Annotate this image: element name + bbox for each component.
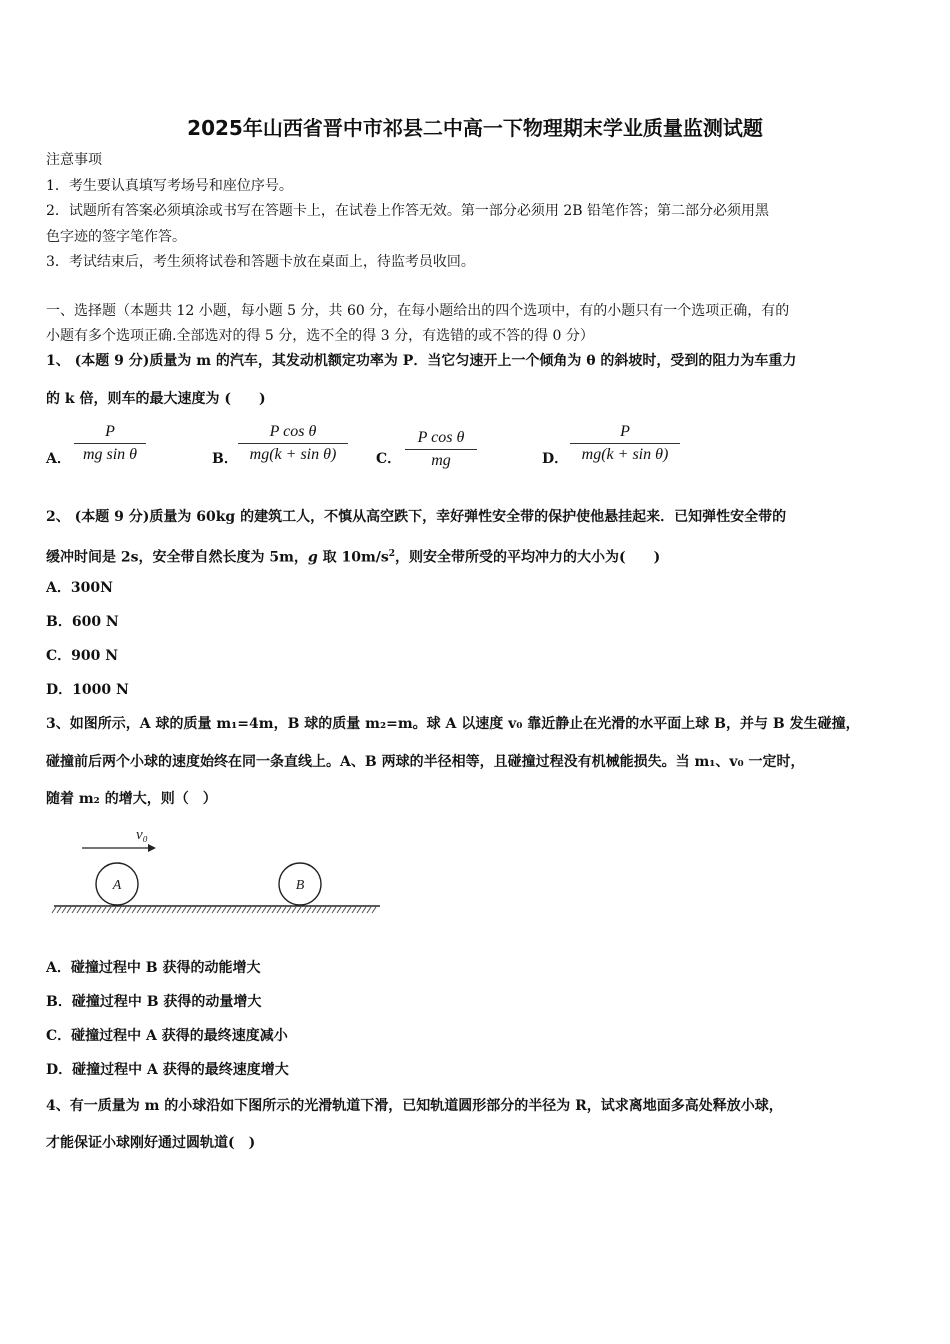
hatch-mark [142,907,146,913]
section-intro: 一、选择题（本题共 12 小题，每小题 5 分，共 60 分，在每小题给出的四个选项中，有的小题只有一个选项正确，有的 [46,303,790,319]
fraction-denominator: mg sin θ [82,446,138,463]
hatch-mark [357,907,361,913]
hatch-mark [257,907,261,913]
hatch-mark [262,907,266,913]
q2-stem-part: ，则安全带所受的平均冲力的大小为( ) [395,549,661,566]
q1-option-c-formula [405,429,477,470]
hatch-mark [307,907,311,913]
q2-symbol-g: g [307,549,318,566]
hatch-mark [77,907,81,913]
q3-option-b: B．碰撞过程中 B 获得的动量增大 [46,994,262,1010]
hatch-mark [127,907,131,913]
hatch-mark [282,907,286,913]
fraction-denominator: mg [431,452,451,469]
hatch-mark [267,907,271,913]
ball-a-label: A [112,878,122,893]
notice-item: 色字迹的签字笔作答。 [46,229,186,245]
hatch-mark [162,907,166,913]
hatch-mark [132,907,136,913]
hatch-mark [217,907,221,913]
hatch-mark [152,907,156,913]
q2-stem-part: 取 10m/s [317,549,389,566]
hatch-mark [177,907,181,913]
hatch-mark [97,907,101,913]
arrow-head-icon [148,844,156,852]
fraction-numerator: P cos θ [238,423,348,444]
q2-option-b: B．600 N [46,614,119,630]
hatch-mark [82,907,86,913]
hatch-mark [62,907,66,913]
hatch-mark [222,907,226,913]
q1-option-c-label: C． [376,451,402,467]
hatch-mark [337,907,341,913]
hatch-mark [147,907,151,913]
notice-heading: 注意事项 [46,152,102,168]
q2-option-a: A．300N [46,580,113,596]
hatch-mark [332,907,336,913]
hatch-mark [52,907,56,913]
q3-stem: 随着 m₂ 的增大，则（ ） [46,791,217,807]
hatch-mark [252,907,256,913]
q4-stem: 才能保证小球刚好通过圆轨道( ) [46,1135,256,1151]
hatch-mark [167,907,171,913]
q2-stem: 2、 (本题 9 分)质量为 60kg 的建筑工人，不慎从高空跌下，幸好弹性安全带的保护使他悬挂起来．已知弹性安全带的 [46,509,787,525]
hatch-mark [92,907,96,913]
hatch-mark [292,907,296,913]
hatch-mark [347,907,351,913]
q3-option-d: D．碰撞过程中 A 获得的最终速度增大 [46,1062,289,1078]
q4-stem: 4、有一质量为 m 的小球沿如下图所示的光滑轨道下滑，已知轨道圆形部分的半径为 R，试求离地面多高处释放小球， [46,1098,783,1114]
notice-item: 1．考生要认真填写考场号和座位序号。 [46,178,293,194]
q1-option-b-formula [238,423,348,464]
hatch-mark [112,907,116,913]
hatch-mark [157,907,161,913]
fraction-denominator: mg(k + sin θ) [581,446,669,463]
q1-stem: 的 k 倍，则车的最大速度为 ( ) [46,391,266,407]
hatch-mark [122,907,126,913]
q2-stem-part: 缓冲时间是 2s，安全带自然长度为 5m， [46,549,308,566]
section-intro: 小题有多个选项正确.全部选对的得 5 分，选不全的得 3 分，有选错的或不答的得 0 分） [46,328,594,344]
velocity-label: v₀ [136,827,148,843]
fraction-numerator: P cos θ [405,429,477,450]
hatch-mark [317,907,321,913]
hatch-mark [172,907,176,913]
q1-option-a-label: A． [46,451,71,467]
q3-option-c: C．碰撞过程中 A 获得的最终速度减小 [46,1028,288,1044]
hatch-mark [227,907,231,913]
hatch-mark [87,907,91,913]
fraction-numerator: P [74,423,146,444]
hatch-mark [237,907,241,913]
fraction-numerator: P [570,423,680,444]
q1-option-d-formula [570,423,680,464]
hatch-mark [312,907,316,913]
ground-hatching [52,907,376,913]
hatch-mark [117,907,121,913]
hatch-mark [362,907,366,913]
hatch-mark [372,907,376,913]
hatch-mark [342,907,346,913]
notice-item: 2．试题所有答案必须填涂或书写在答题卡上，在试卷上作答无效。第一部分必须用 2B 铅笔作答；第二部分必须用黑 [46,203,769,219]
hatch-mark [232,907,236,913]
hatch-mark [67,907,71,913]
hatch-mark [287,907,291,913]
hatch-mark [242,907,246,913]
hatch-mark [367,907,371,913]
hatch-mark [72,907,76,913]
q1-option-a-formula [74,423,146,464]
ball-b-label: B [295,878,305,893]
hatch-mark [182,907,186,913]
hatch-mark [187,907,191,913]
q2-option-c: C．900 N [46,648,119,664]
hatch-mark [277,907,281,913]
hatch-mark [247,907,251,913]
fraction-denominator: mg(k + sin θ) [249,446,337,463]
q3-stem: 碰撞前后两个小球的速度始终在同一条直线上。A、B 两球的半径相等，且碰撞过程没有机械能损失。当 m₁、v₀ 一定时， [46,754,805,770]
hatch-mark [212,907,216,913]
hatch-mark [197,907,201,913]
hatch-mark [107,907,111,913]
q1-option-d-label: D． [542,451,569,467]
q2-option-d: D．1000 N [46,682,129,698]
hatch-mark [202,907,206,913]
hatch-mark [137,907,141,913]
hatch-mark [102,907,106,913]
notice-item: 3．考试结束后，考生须将试卷和答题卡放在桌面上，待监考员收回。 [46,254,475,270]
q2-stem [46,544,908,568]
hatch-mark [57,907,61,913]
hatch-mark [322,907,326,913]
q3-option-a: A．碰撞过程中 B 获得的动能增大 [46,960,261,976]
q1-stem: 1、 (本题 9 分)质量为 m 的汽车，其发动机额定功率为 P．当它匀速开上一个倾角为 θ 的斜坡时，受到的阻力为车重力 [46,353,797,369]
hatch-mark [297,907,301,913]
page-title: 2025年山西省晋中市祁县二中高一下物理期末学业质量监测试题 [187,116,763,140]
q3-collision-figure [50,823,384,918]
hatch-mark [352,907,356,913]
hatch-mark [327,907,331,913]
hatch-mark [272,907,276,913]
q1-option-b-label: B． [212,451,238,467]
hatch-mark [207,907,211,913]
hatch-mark [192,907,196,913]
q2-exponent: 2 [388,549,396,559]
q3-stem: 3、如图所示，A 球的质量 m₁=4m，B 球的质量 m₂=m。球 A 以速度 v₀ 靠近静止在光滑的水平面上球 B，并与 B 发生碰撞， [46,716,860,732]
hatch-mark [302,907,306,913]
